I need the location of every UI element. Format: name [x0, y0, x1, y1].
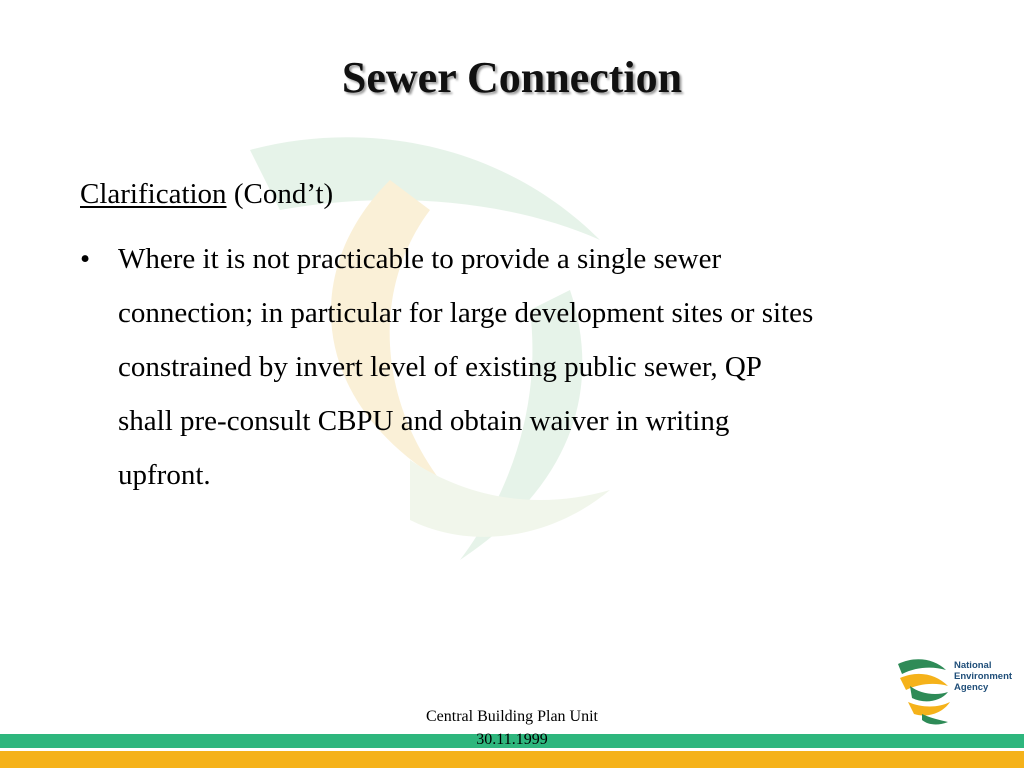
footer-band-orange: [0, 751, 1024, 768]
bullet-text: Where it is not practicable to provide a single sewer connection; in particular for large development sites or sites constrained by invert level of existing public sewer, QP shall pre-consult CBPU and obtain waiver in writing upfront.: [118, 243, 814, 491]
slide-title: Sewer Connection: [341, 53, 683, 102]
bullet-item: [80, 232, 960, 502]
nea-logo-text: National Environment Agency: [954, 660, 1013, 693]
footer-date: 30.11.1999: [476, 731, 548, 748]
subheading-rest: (Cond’t): [226, 178, 334, 210]
subheading-underlined: Clarification: [80, 178, 227, 210]
footer-unit: Central Building Plan Unit: [426, 708, 598, 725]
bullet-dot-icon: •: [80, 243, 91, 275]
subheading: [80, 178, 333, 211]
